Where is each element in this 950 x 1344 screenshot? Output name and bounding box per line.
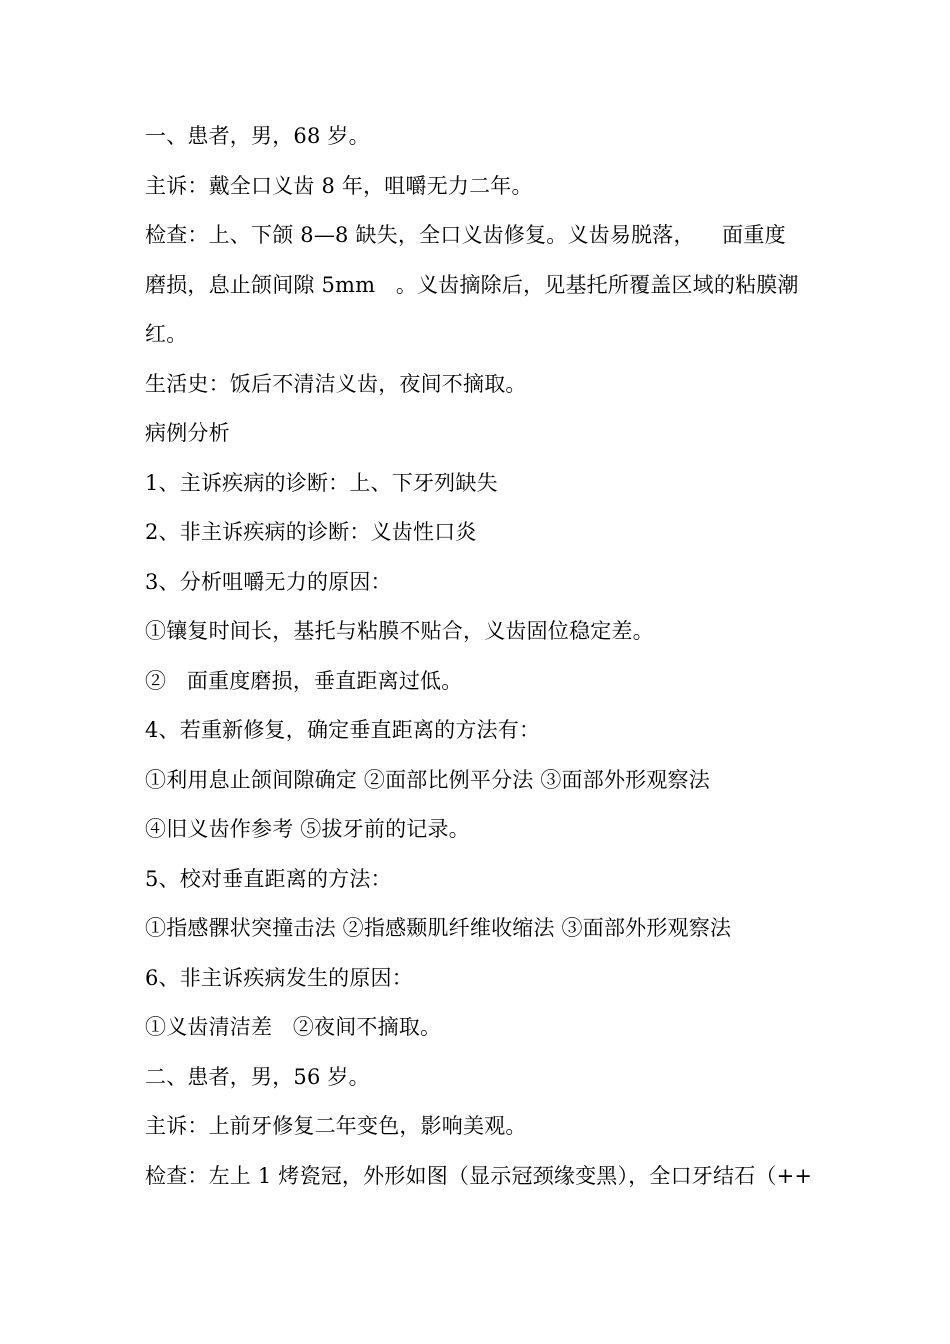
analysis-item-6-causes: ①义齿清洁差 ②夜间不摘取。 [145, 1015, 442, 1039]
analysis-item-2: 2、非主诉疾病的诊断：义齿性口炎 [145, 520, 477, 544]
case2-exam: 检查：左上 1 烤瓷冠，外形如图（显示冠颈缘变黑），全口牙结石（++ [145, 1163, 813, 1188]
analysis-item-3: 3、分析咀嚼无力的原因： [145, 569, 392, 594]
case1-exam-line-3: 红。 [145, 322, 188, 346]
analysis-item-4-methods-1: ①利用息止颌间隙确定 ②面部比例平分法 ③面部外形观察法 [145, 767, 710, 792]
case1-exam-line-1: 检查：上、下颌 8—8 缺失，全口义齿修复。义齿易脱落， 面重度 [145, 223, 786, 247]
analysis-item-1: 1、主诉疾病的诊断：上、下牙列缺失 [145, 470, 498, 495]
case1-chief-complaint: 主诉：戴全口义齿 8 年，咀嚼无力二年。 [145, 173, 533, 198]
analysis-item-5: 5、校对垂直距离的方法： [145, 866, 392, 891]
case1-heading: 一、患者，男，68 岁。 [145, 124, 370, 148]
case1-exam-line-2: 磨损，息止颌间隙 5mm 。义齿摘除后，见基托所覆盖区域的粘膜潮 [145, 272, 799, 297]
case-analysis-heading: 病例分析 [145, 421, 230, 445]
case1-life-history: 生活史：饭后不清洁义齿，夜间不摘取。 [145, 371, 527, 396]
analysis-item-3-reason-1: ①镶复时间长，基托与粘膜不贴合，义齿固位稳定差。 [145, 619, 654, 643]
analysis-item-5-methods: ①指感髁状突撞击法 ②指感颞肌纤维收缩法 ③面部外形观察法 [145, 916, 732, 940]
analysis-item-4: 4、若重新修复，确定垂直距离的方法有： [145, 718, 541, 742]
case2-heading: 二、患者，男，56 岁。 [145, 1064, 370, 1089]
analysis-item-6: 6、非主诉疾病发生的原因： [145, 965, 413, 990]
analysis-item-3-reason-2: ② 面重度磨损，垂直距离过低。 [145, 668, 463, 693]
analysis-item-4-methods-2: ④旧义齿作参考 ⑤拔牙前的记录。 [145, 817, 470, 841]
case2-chief-complaint: 主诉：上前牙修复二年变色，影响美观。 [145, 1114, 527, 1138]
